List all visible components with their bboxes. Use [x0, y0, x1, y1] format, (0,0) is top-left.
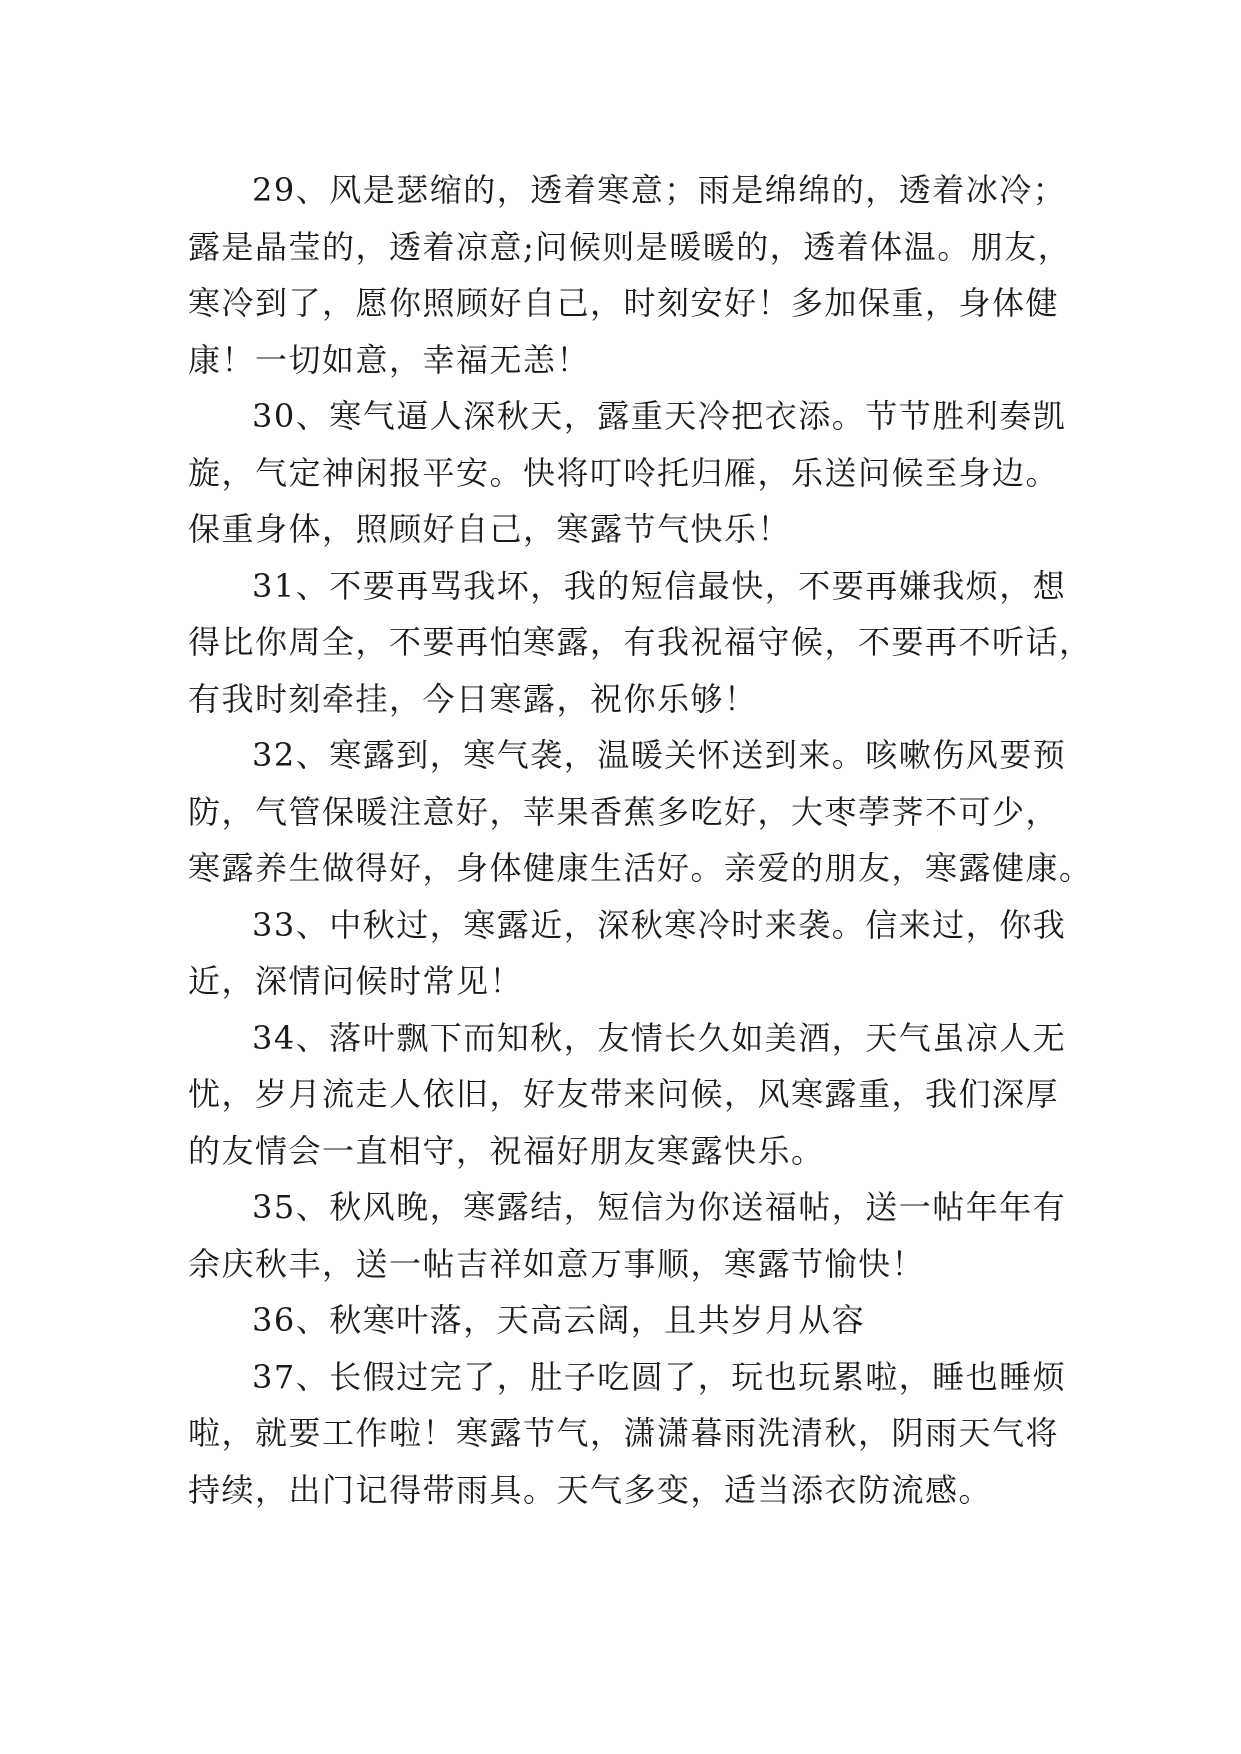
- text-line: 29、风是瑟缩的，透着寒意；雨是绵绵的，透着冰冷；: [252, 171, 1067, 209]
- text-line: 32、寒露到，寒气袭，温暖关怀送到来。咳嗽伤风要预: [252, 736, 1067, 774]
- text-line: 得比你周全，不要再怕寒露，有我祝福守候，不要再不听话，: [188, 623, 1093, 661]
- paragraph-31: [188, 558, 1093, 728]
- text-line: 35、秋风晚，寒露结，短信为你送福帖，送一帖年年有: [252, 1188, 1067, 1226]
- paragraph-35: [188, 1179, 1073, 1292]
- text-line: 37、长假过完了，肚子吃圆了，玩也玩累啦，睡也睡烦: [252, 1357, 1067, 1396]
- text-line: 33、中秋过，寒露近，深秋寒冷时来袭。信来过，你我: [252, 905, 1067, 944]
- document-body: [188, 162, 1093, 1518]
- text-line: 的友情会一直相守，祝福好朋友寒露快乐。: [188, 1131, 825, 1170]
- text-line: 啦，就要工作啦！寒露节气，潇潇暮雨洗清秋，阴雨天气将: [188, 1414, 1060, 1452]
- paragraph-29: [188, 162, 1073, 388]
- text-line: 寒冷到了，愿你照顾好自己，时刻安好！多加保重，身体健: [188, 284, 1060, 322]
- paragraph-33: [188, 897, 1073, 1010]
- paragraph-37: [188, 1349, 1073, 1519]
- paragraph-30: [188, 388, 1073, 558]
- text-line: 保重身体，照顾好自己，寒露节气快乐！: [188, 510, 792, 548]
- paragraph-36: [188, 1292, 1073, 1349]
- paragraph-32: [188, 727, 1093, 897]
- text-line: 忧，岁月流走人依旧，好友带来问候，风寒露重，我们深厚: [188, 1075, 1060, 1113]
- text-line: 余庆秋丰，送一帖吉祥如意万事顺，寒露节愉快！: [188, 1244, 926, 1283]
- paragraph-34: [188, 1010, 1073, 1180]
- text-line: 持续，出门记得带雨具。天气多变，适当添衣防流感。: [188, 1470, 993, 1509]
- text-line: 近，深情问候时常见！: [188, 962, 524, 1000]
- text-line: 寒露养生做得好，身体健康生活好。亲爱的朋友，寒露健康。: [188, 849, 1093, 887]
- text-line: 30、寒气逼人深秋天，露重天冷把衣添。节节胜利奏凯: [252, 397, 1067, 435]
- text-line: 有我时刻牵挂，今日寒露，祝你乐够！: [188, 679, 758, 718]
- text-line: 露是晶莹的，透着凉意;问候则是暖暖的，透着体温。朋友，: [188, 227, 1072, 266]
- text-line: 36、秋寒叶落，天高云阔，且共岁月从容: [252, 1301, 866, 1339]
- text-line: 防，气管保暖注意好，苹果香蕉多吃好，大枣荸荠不可少，: [188, 792, 1060, 831]
- text-line: 31、不要再骂我坏，我的短信最快，不要再嫌我烦，想: [252, 566, 1067, 605]
- text-line: 康！一切如意，幸福无恙！: [188, 340, 591, 379]
- text-line: 34、落叶飘下而知秋，友情长久如美酒，天气虽凉人无: [252, 1018, 1067, 1057]
- text-line: 旋，气定神闲报平安。快将叮呤托归雁，乐送问候至身边。: [188, 453, 1060, 492]
